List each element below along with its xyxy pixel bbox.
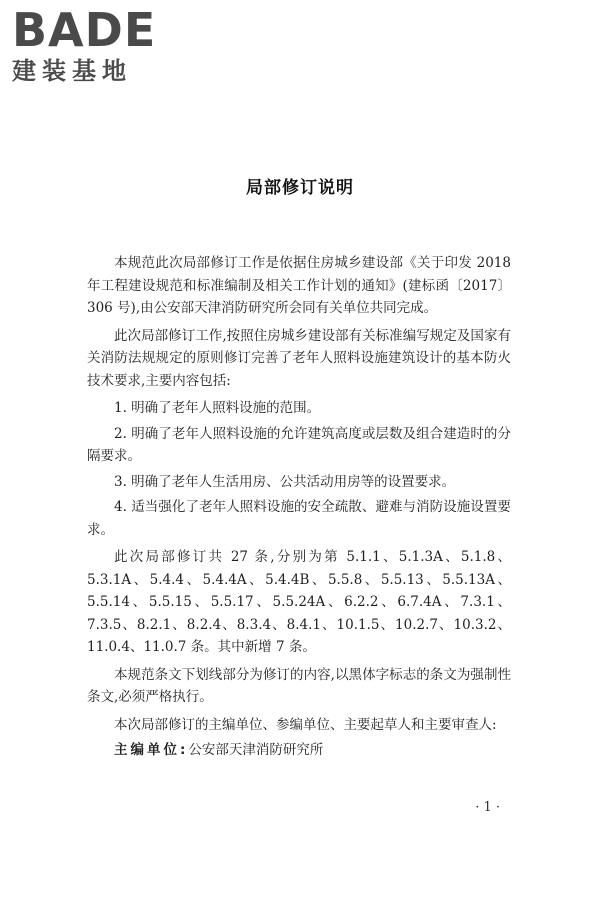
paragraph-contributors: 本次局部修订的主编单位、参编单位、主要起草人和主要审查人:	[114, 716, 497, 733]
chief-editor-line	[87, 739, 511, 762]
paragraph-clauses: 此次局部修订共 27 条,分别为第 5.1.1、5.1.3A、5.1.8、5.3.1A、5.4.4、5.4.4A、5.4.4B、5.5.8、5.5.13、5.5.13A、5.5.14、5.5.15、5.5.17、5.5.24A、6.2.2、6.7.4A、7.3.1、7.3.5、8.2.1、8.2.4、8.3.4、8.4.1、10.1.5、10.2.7、10.3.2、11.0.4、11.0.7 条。其中新增 7 条。	[87, 549, 511, 655]
page-number: · 1 ·	[475, 800, 500, 815]
bade-logo	[12, 3, 182, 96]
paragraph-intro: 本规范此次局部修订工作是依据住房城乡建设部《关于印发 2018 年工程建设规范和标准编制及相关工作计划的通知》(建标函〔2017〕306 号),由公安部天津消防研究所会同有关单位共同完成。	[87, 255, 511, 316]
list-item: 3. 明确了老年人生活用房、公共活动用房等的设置要求。	[114, 473, 456, 490]
chief-editor-value: 公安部天津消防研究所	[188, 742, 324, 758]
logo-subtitle: 建装基地	[12, 57, 132, 85]
paragraph-scope: 此次局部修订工作,按照住房城乡建设部有关标准编写规定及国家有关消防法规规定的原则修订完善了老年人照料设施建筑设计的基本防火技术要求,主要内容包括:	[87, 327, 511, 389]
paragraph-notation: 本规范条文下划线部分为修订的内容,以黑体字标志的条文为强制性条文,必须严格执行。	[87, 666, 511, 705]
list-item: 1. 明确了老年人照料设施的范围。	[114, 400, 321, 416]
logo-mark: BADE	[12, 3, 157, 57]
page-title: 局部修订说明	[246, 178, 354, 198]
chief-editor-label: 主编单位:	[114, 742, 189, 758]
list-item: 2. 明确了老年人照料设施的允许建筑高度或层数及组合建造时的分隔要求。	[87, 425, 511, 464]
list-item: 4. 适当强化了老年人照料设施的安全疏散、避难与消防设施设置要求。	[87, 499, 511, 538]
document-body	[87, 252, 511, 762]
